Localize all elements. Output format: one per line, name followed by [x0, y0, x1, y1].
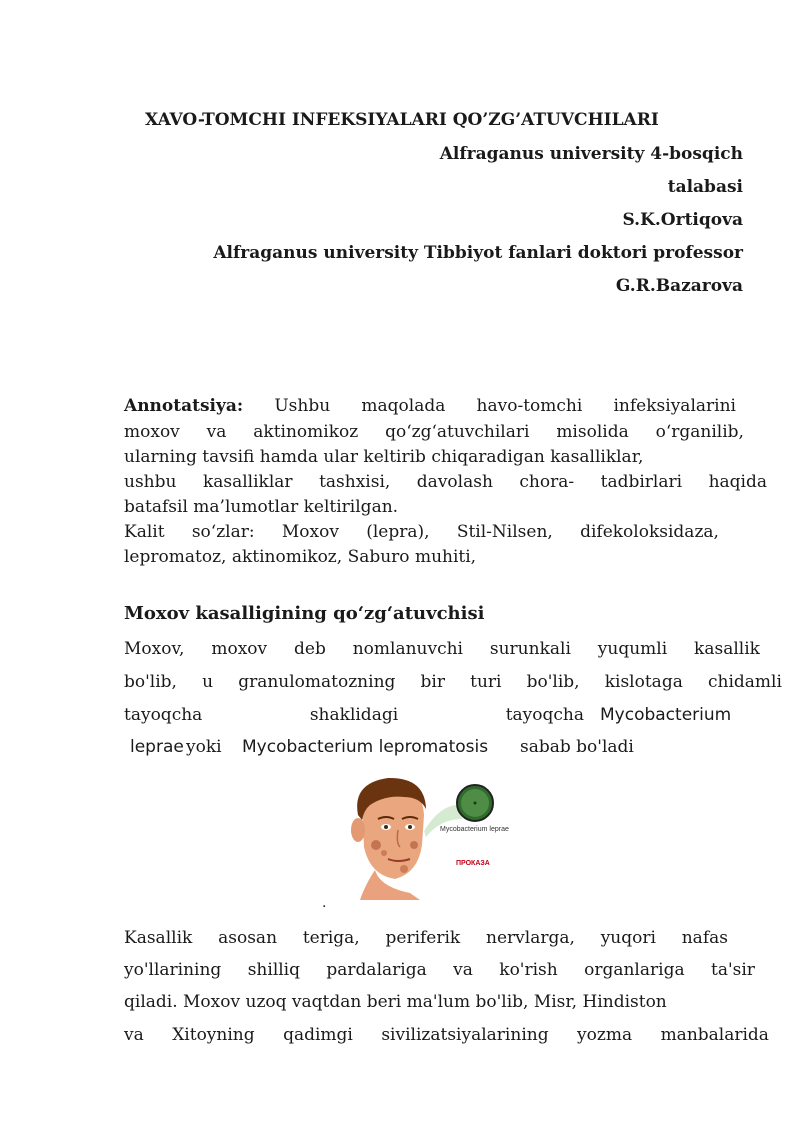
- word: so‘zlar:: [191, 522, 255, 542]
- word: haqida: [708, 472, 767, 492]
- paragraph1-line-1: [124, 639, 760, 659]
- section-heading: Moxov kasalligining qo‘zg‘atuvchisi: [124, 603, 485, 624]
- word: pardalariga: [326, 960, 427, 980]
- word: bir: [420, 672, 445, 692]
- word: infeksiyalarini: [613, 396, 736, 416]
- word: surunkali: [489, 639, 571, 659]
- author2-affiliation: Alfraganus university Tibbiyot fanlari doktori professor: [213, 243, 743, 263]
- abstract-line-1: [124, 396, 736, 416]
- word: turi: [470, 672, 502, 692]
- latin-term: Mycobacterium lepromatosis: [242, 737, 489, 757]
- disease-label: ПРОКАЗА: [456, 860, 490, 867]
- paragraph2-line-3: qiladi. Moxov uzoq vaqtdan beri ma'lum bo'lib, Misr, Hindiston: [124, 992, 667, 1012]
- word: chidamli: [707, 672, 782, 692]
- word: tayoqcha: [124, 705, 203, 725]
- word: granulomatozning: [238, 672, 396, 692]
- abstract-line-2: [124, 422, 744, 442]
- word: qadimgi: [283, 1025, 353, 1045]
- word: kasalliklar: [202, 472, 293, 492]
- word: bo'lib,: [124, 672, 177, 692]
- author1-role: talabasi: [667, 177, 743, 197]
- abstract-line-4: [124, 472, 767, 492]
- word: o‘rganilib,: [655, 422, 744, 442]
- author1-name: S.K.Ortiqova: [622, 210, 743, 230]
- word: shilliq: [247, 960, 301, 980]
- word: va: [453, 960, 473, 980]
- abstract-label: Annotatsiya:: [124, 396, 244, 416]
- paragraph2-line-2: [124, 960, 755, 980]
- word: Kalit: [124, 522, 165, 542]
- word: yozma: [577, 1025, 633, 1045]
- word: aktinomikoz: [253, 422, 359, 442]
- word: yuqori: [600, 928, 656, 948]
- word: moxov: [124, 422, 180, 442]
- word: tayoqcha: [505, 705, 584, 725]
- word: tashxisi,: [319, 472, 391, 492]
- word: chora-: [519, 472, 575, 492]
- word: bo'lib,: [526, 672, 580, 692]
- word: Moxov: [281, 522, 339, 542]
- bacterium-label: Mycobacterium leprae: [440, 826, 509, 833]
- author2-name: G.R.Bazarova: [615, 276, 743, 296]
- word: qo‘zg‘atuvchilari: [385, 422, 530, 442]
- word: u: [202, 672, 214, 692]
- word: ta'sir: [710, 960, 755, 980]
- word: kasallik: [694, 639, 760, 659]
- word: davolash: [416, 472, 493, 492]
- word: yoki: [186, 737, 222, 757]
- figure-caption: .: [322, 895, 327, 911]
- author1-affiliation: Alfraganus university 4-bosqich: [439, 144, 743, 164]
- keywords-line-2: lepromatoz, aktinomikoz, Saburo muhiti,: [124, 547, 477, 567]
- word: Ushbu: [274, 396, 331, 416]
- latin-term: Mycobacterium: [600, 705, 732, 725]
- word: periferik: [385, 928, 461, 948]
- word: difekoloksidaza,: [580, 522, 719, 542]
- paragraph1-line-3: [124, 705, 584, 725]
- word: ushbu: [124, 472, 177, 492]
- abstract-line-5: batafsil ma’lumotlar keltirilgan.: [124, 497, 399, 517]
- latin-term: leprae: [130, 737, 184, 757]
- word: tadbirlari: [600, 472, 683, 492]
- paragraph2-line-1: [124, 928, 728, 948]
- word: Kasallik: [124, 928, 193, 948]
- abstract-line-3: ularning tavsifi hamda ular keltirib chiqaradigan kasalliklar,: [124, 447, 644, 467]
- word: havo-tomchi: [476, 396, 583, 416]
- word: sabab bo'ladi: [520, 737, 634, 757]
- word: yuqumli: [597, 639, 668, 659]
- word: teriga,: [302, 928, 360, 948]
- word: nomlanuvchi: [352, 639, 463, 659]
- word: va: [206, 422, 227, 442]
- word: nervlarga,: [486, 928, 575, 948]
- word: manbalarida: [660, 1025, 769, 1045]
- word: moxov: [211, 639, 268, 659]
- word: ko'rish: [499, 960, 558, 980]
- word: (lepra),: [366, 522, 430, 542]
- leprosy-illustration: [340, 775, 530, 900]
- word: va: [124, 1025, 144, 1045]
- word: kislotaga: [604, 672, 683, 692]
- paragraph1-line-2: [124, 672, 782, 692]
- word: deb: [294, 639, 326, 659]
- document-title: XAVO-TOMCHI INFEKSIYALARI QO’ZG’ATUVCHILARI: [145, 110, 659, 130]
- paragraph2-line-4: [124, 1025, 769, 1045]
- word: sivilizatsiyalarining: [381, 1025, 549, 1045]
- word: maqolada: [361, 396, 446, 416]
- word: Xitoyning: [172, 1025, 255, 1045]
- word: organlariga: [584, 960, 685, 980]
- word: shaklidagi: [309, 705, 399, 725]
- word: Moxov,: [124, 639, 185, 659]
- word: yo'llarining: [124, 960, 222, 980]
- word: Stil-Nilsen,: [456, 522, 553, 542]
- word: misolida: [556, 422, 629, 442]
- keywords-line-1: [124, 522, 719, 542]
- word: asosan: [218, 928, 278, 948]
- word: nafas: [681, 928, 728, 948]
